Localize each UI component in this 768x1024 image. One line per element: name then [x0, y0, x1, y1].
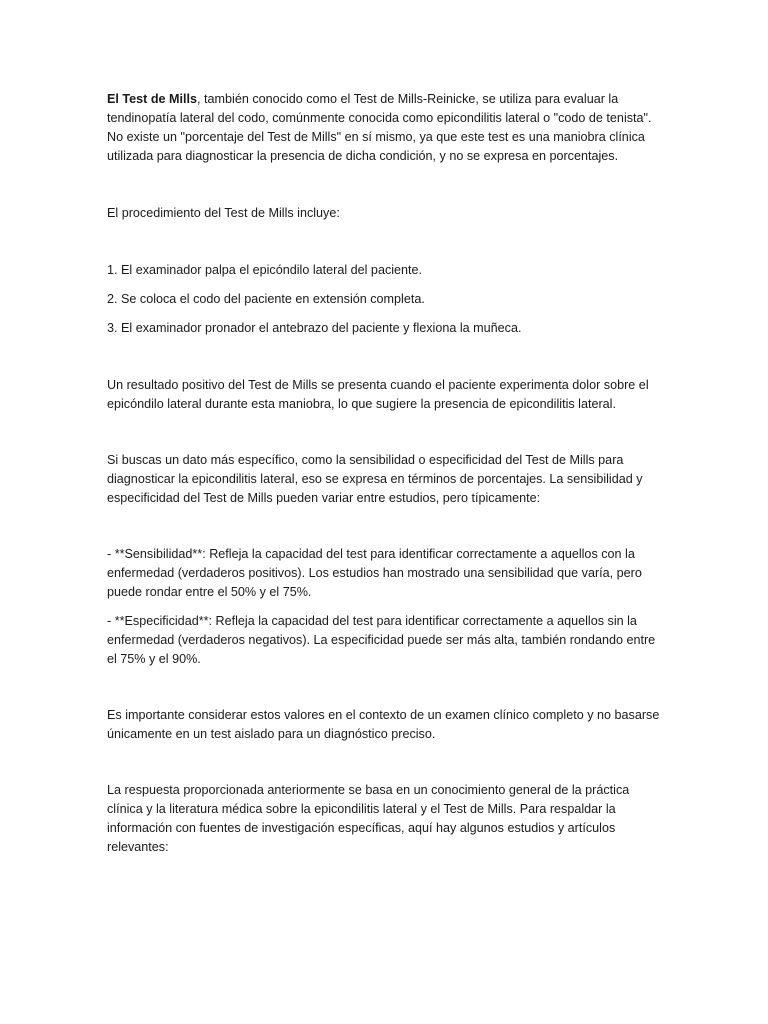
- step-3: 3. El examinador pronador el antebrazo del paciente y flexiona la muñeca.: [107, 321, 522, 335]
- procedure-heading: El procedimiento del Test de Mills incluye:: [107, 206, 340, 220]
- specificity-bullet: - **Especificidad**: Refleja la capacidad del test para identificar correctamente a aquellos sin la enfermedad (verdaderos negativos). La especificidad puede ser más alta, también rondando entre el 75% y el 90%.: [107, 614, 656, 666]
- intro-bold-lead: El Test de Mills: [107, 92, 198, 106]
- positive-result-paragraph: Un resultado positivo del Test de Mills se presenta cuando el paciente experimenta dolor sobre el epicóndilo lateral durante esta maniobra, lo que sugiere la presencia de epicondilitis lateral.: [107, 378, 649, 411]
- intro-paragraph: [107, 90, 667, 166]
- document-body: [107, 90, 667, 857]
- closing-paragraph: La respuesta proporcionada anteriormente se basa en un conocimiento general de la práctica clínica y la literatura médica sobre la epicondilitis lateral y el Test de Mills. Para respaldar la información con fuentes de investigación específicas, aquí hay algunos estudios y artículos relevantes:: [107, 783, 630, 854]
- step-2: 2. Se coloca el codo del paciente en extensión completa.: [107, 292, 425, 306]
- specific-data-paragraph: Si buscas un dato más específico, como la sensibilidad o especificidad del Test de Mills para diagnosticar la epicondilitis lateral, eso se expresa en términos de porcentajes. La sensibilidad y especificidad del Test de Mills pueden variar entre estudios, pero típicamente:: [107, 453, 643, 505]
- intro-text: , también conocido como el Test de Mills-Reinicke, se utiliza para evaluar la tendinopatía lateral del codo, comúnmente conocida como epicondilitis lateral o "codo de tenista". No existe un "porcentaje del Test de Mills" en sí mismo, ya que este test es una maniobra clínica utilizada para diagnosticar la presencia de dicha condición, y no se expresa en porcentajes.: [107, 92, 652, 163]
- consideration-paragraph: Es importante considerar estos valores en el contexto de un examen clínico completo y no basarse únicamente en un test aislado para un diagnóstico preciso.: [107, 708, 660, 741]
- step-1: 1. El examinador palpa el epicóndilo lateral del paciente.: [107, 263, 423, 277]
- sensitivity-bullet: - **Sensibilidad**: Refleja la capacidad del test para identificar correctamente a aquellos con la enfermedad (verdaderos positivos). Los estudios han mostrado una sensibilidad que varía, pero puede rondar entre el 50% y el 75%.: [107, 547, 642, 599]
